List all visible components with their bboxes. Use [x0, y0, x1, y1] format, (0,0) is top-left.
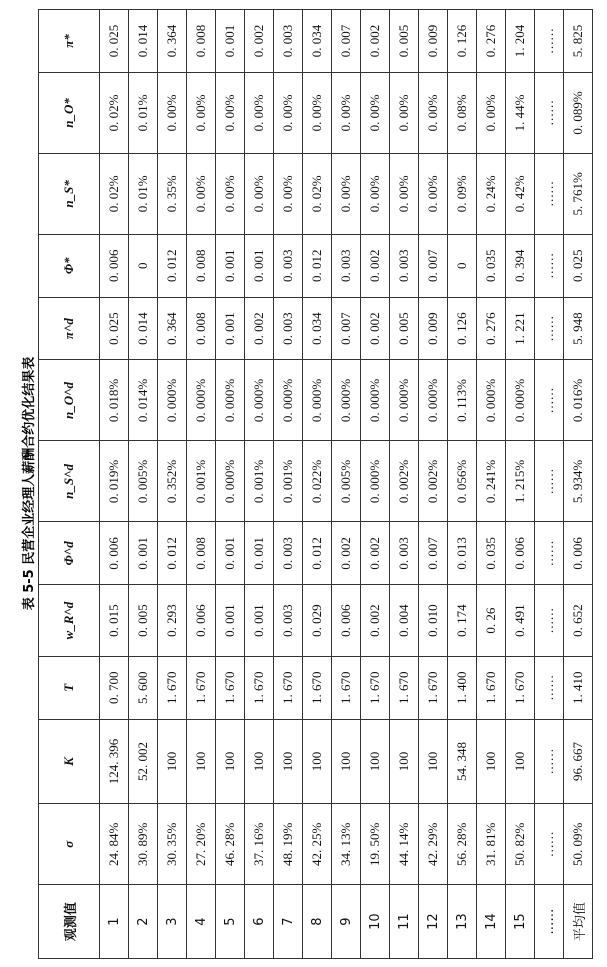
results-table	[38, 9, 593, 959]
table-cell: 0. 025	[564, 234, 593, 297]
table-cell: 0. 002	[245, 10, 274, 73]
row-label-cell: 9	[332, 885, 361, 959]
table-cell: 0. 00%	[361, 72, 390, 153]
table-cell: 0. 034	[303, 297, 332, 360]
table-cell: 50. 82%	[506, 804, 535, 885]
table-cell: 0. 001	[216, 10, 245, 73]
row-label-cell: 平均值	[564, 885, 593, 959]
table-caption: 表 5-5 民营企业经理人薪酬合约优化结果表	[22, 356, 37, 611]
table-cell: 0. 002	[332, 522, 361, 585]
row-label-cell: ……	[535, 885, 564, 959]
table-cell: 0. 014	[129, 10, 158, 73]
table-row	[506, 10, 535, 959]
table-cell: ……	[535, 10, 564, 73]
table-cell: 0. 003	[274, 522, 303, 585]
table-cell: 0. 009	[419, 10, 448, 73]
table-cell: 0. 003	[274, 10, 303, 73]
table-cell: 0. 003	[390, 234, 419, 297]
table-cell: 0. 025	[100, 10, 129, 73]
row-label-cell: 3	[158, 885, 187, 959]
table-cell: 0. 005%	[129, 441, 158, 522]
table-cell: 0. 034	[303, 10, 332, 73]
table-cell: 0. 008	[187, 234, 216, 297]
table-cell: 0. 000%	[158, 360, 187, 441]
table-cell: 0. 014	[129, 297, 158, 360]
table-cell: 0. 004	[390, 585, 419, 657]
table-cell: 0. 000%	[216, 441, 245, 522]
table-cell: 0. 01%	[129, 153, 158, 234]
table-row	[187, 10, 216, 959]
table-cell: 0. 001	[216, 522, 245, 585]
table-cell: ……	[535, 522, 564, 585]
table-row	[535, 10, 564, 959]
table-cell: 0. 364	[158, 297, 187, 360]
table-cell: 0. 00%	[274, 72, 303, 153]
table-cell: 1. 204	[506, 10, 535, 73]
row-label-cell: 14	[477, 885, 506, 959]
table-cell: ……	[535, 153, 564, 234]
table-cell: 0. 02%	[303, 153, 332, 234]
table-cell: 0. 002	[361, 234, 390, 297]
table-cell: 0. 005	[129, 585, 158, 657]
table-row	[390, 10, 419, 959]
table-cell: 0. 00%	[419, 153, 448, 234]
table-cell: 1. 670	[477, 656, 506, 719]
table-cell: 54. 348	[448, 719, 477, 804]
row-label-cell: 11	[390, 885, 419, 959]
row-label-cell: 1	[100, 885, 129, 959]
column-header: Φ*	[39, 234, 100, 297]
table-cell: 0	[448, 234, 477, 297]
table-cell: 0. 00%	[187, 153, 216, 234]
table-cell: 1. 670	[303, 656, 332, 719]
row-label-cell: 5	[216, 885, 245, 959]
table-cell: 0. 000%	[274, 360, 303, 441]
table-cell: 0. 003	[332, 234, 361, 297]
column-header: K	[39, 719, 100, 804]
table-cell: 0. 056%	[448, 441, 477, 522]
table-row	[477, 10, 506, 959]
table-cell: 0. 000%	[216, 360, 245, 441]
table-cell: 0. 26	[477, 585, 506, 657]
table-cell: 100	[477, 719, 506, 804]
table-cell: 19. 50%	[361, 804, 390, 885]
table-cell: 56. 28%	[448, 804, 477, 885]
table-cell: 0. 007	[332, 10, 361, 73]
table-cell: 0. 009	[419, 297, 448, 360]
table-cell: 0. 02%	[100, 72, 129, 153]
table-cell: 1. 670	[361, 656, 390, 719]
table-row	[361, 10, 390, 959]
table-cell: 0. 00%	[332, 153, 361, 234]
table-cell: 0. 006	[564, 522, 593, 585]
table-cell: 0. 003	[274, 585, 303, 657]
table-cell: 0. 000%	[419, 360, 448, 441]
table-cell: 100	[390, 719, 419, 804]
table-cell: 1. 410	[564, 656, 593, 719]
table-cell: 1. 670	[187, 656, 216, 719]
column-header: n_O*	[39, 72, 100, 153]
table-cell: 0. 09%	[448, 153, 477, 234]
table-cell: 0. 00%	[158, 72, 187, 153]
row-label-cell: 15	[506, 885, 535, 959]
table-cell: 0. 003	[274, 297, 303, 360]
table-cell: 0. 00%	[245, 153, 274, 234]
table-cell: 1. 670	[506, 656, 535, 719]
table-cell: 0. 00%	[477, 72, 506, 153]
table-cell: 0. 016%	[564, 360, 593, 441]
table-cell: 5. 761%	[564, 153, 593, 234]
table-cell: 100	[158, 719, 187, 804]
column-header: n_O^d	[39, 360, 100, 441]
table-cell: 0. 005	[390, 10, 419, 73]
table-cell: 0. 01%	[129, 72, 158, 153]
table-cell: 0. 700	[100, 656, 129, 719]
table-row	[245, 10, 274, 959]
table-cell: 0. 276	[477, 10, 506, 73]
table-cell: ……	[535, 804, 564, 885]
table-cell: 1. 221	[506, 297, 535, 360]
table-cell: 0. 002%	[390, 441, 419, 522]
table-cell: 100	[361, 719, 390, 804]
table-cell: 5. 934%	[564, 441, 593, 522]
table-cell: 96. 667	[564, 719, 593, 804]
column-header: w_R^d	[39, 585, 100, 657]
table-cell: 0. 013	[448, 522, 477, 585]
table-cell: 0. 02%	[100, 153, 129, 234]
row-label-cell: 2	[129, 885, 158, 959]
table-cell: 0. 00%	[216, 153, 245, 234]
table-cell: ……	[535, 360, 564, 441]
table-cell: 0. 000%	[361, 441, 390, 522]
table-cell: 0. 000%	[506, 360, 535, 441]
table-cell: 0. 364	[158, 10, 187, 73]
table-cell: 0. 029	[303, 585, 332, 657]
table-cell: 0. 001	[216, 297, 245, 360]
header-row	[39, 10, 100, 959]
table-cell: 0. 174	[448, 585, 477, 657]
table-cell: 0. 276	[477, 297, 506, 360]
row-label-cell: 10	[361, 885, 390, 959]
table-cell: 5. 600	[129, 656, 158, 719]
table-cell: 0. 00%	[332, 72, 361, 153]
table-cell: 0. 001	[216, 585, 245, 657]
table-cell: 24. 84%	[100, 804, 129, 885]
table-cell: 0. 018%	[100, 360, 129, 441]
table-cell: 0. 126	[448, 10, 477, 73]
table-cell: 0. 00%	[216, 72, 245, 153]
table-row	[129, 10, 158, 959]
table-cell: 5. 948	[564, 297, 593, 360]
table-cell: 0. 126	[448, 297, 477, 360]
table-cell: 44. 14%	[390, 804, 419, 885]
table-cell: 30. 89%	[129, 804, 158, 885]
table-cell: 1. 670	[274, 656, 303, 719]
table-cell: 1. 44%	[506, 72, 535, 153]
table-cell: 1. 670	[332, 656, 361, 719]
table-cell: 0. 001%	[274, 441, 303, 522]
table-cell: 0. 006	[100, 522, 129, 585]
table-cell: 0. 008	[187, 10, 216, 73]
table-cell: 0. 000%	[361, 360, 390, 441]
table-cell: 0. 012	[158, 522, 187, 585]
table-cell: 0. 025	[100, 297, 129, 360]
table-row	[303, 10, 332, 959]
table-cell: 124. 396	[100, 719, 129, 804]
table-cell: 1. 670	[390, 656, 419, 719]
table-cell: 0. 002%	[419, 441, 448, 522]
table-cell: ……	[535, 297, 564, 360]
table-cell: 0. 005%	[332, 441, 361, 522]
table-cell: 100	[216, 719, 245, 804]
table-cell: 48. 19%	[274, 804, 303, 885]
row-label-cell: 4	[187, 885, 216, 959]
table-cell: 0. 005	[390, 297, 419, 360]
column-header: 观测值	[39, 885, 100, 959]
table-cell: 0. 022%	[303, 441, 332, 522]
table-cell: 0. 002	[361, 585, 390, 657]
row-label-cell: 13	[448, 885, 477, 959]
table-cell: ……	[535, 72, 564, 153]
table-cell: 100	[187, 719, 216, 804]
table-cell: 0. 000%	[303, 360, 332, 441]
table-cell: 0. 652	[564, 585, 593, 657]
table-cell: 0. 000%	[245, 360, 274, 441]
table-cell: 42. 29%	[419, 804, 448, 885]
table-cell: ……	[535, 585, 564, 657]
row-label-cell: 12	[419, 885, 448, 959]
table-cell: 0. 015	[100, 585, 129, 657]
table-cell: 0. 003	[274, 234, 303, 297]
table-cell: 0. 007	[419, 522, 448, 585]
table-cell: 1. 215%	[506, 441, 535, 522]
table-cell: 100	[303, 719, 332, 804]
table-cell: 0. 007	[419, 234, 448, 297]
table-cell: 100	[506, 719, 535, 804]
table-cell: 0. 001	[245, 234, 274, 297]
table-cell: 0. 001	[245, 522, 274, 585]
table-row	[216, 10, 245, 959]
table-cell: 0. 00%	[245, 72, 274, 153]
table-cell: 0. 00%	[303, 72, 332, 153]
table-cell: 0. 001%	[245, 441, 274, 522]
table-cell: 46. 28%	[216, 804, 245, 885]
table-cell: 42. 25%	[303, 804, 332, 885]
table-cell: 0. 00%	[361, 153, 390, 234]
table-cell: 0. 002	[361, 10, 390, 73]
table-cell: 0. 019%	[100, 441, 129, 522]
table-cell: 0. 007	[332, 297, 361, 360]
table-cell: 1. 670	[158, 656, 187, 719]
table-row	[332, 10, 361, 959]
table-cell: 0. 012	[303, 234, 332, 297]
table-cell: 50. 09%	[564, 804, 593, 885]
table-cell: 0. 00%	[187, 72, 216, 153]
table-cell: 5. 825	[564, 10, 593, 73]
table-cell: 0. 002	[361, 297, 390, 360]
table-cell: 100	[274, 719, 303, 804]
table-cell: 0. 000%	[390, 360, 419, 441]
table-cell: 0. 394	[506, 234, 535, 297]
table-cell: ……	[535, 656, 564, 719]
table-cell: 27. 20%	[187, 804, 216, 885]
table-cell: 1. 400	[448, 656, 477, 719]
column-header: n_S*	[39, 153, 100, 234]
table-cell: 0. 000%	[477, 360, 506, 441]
table-cell: 0. 491	[506, 585, 535, 657]
table-cell: 37. 16%	[245, 804, 274, 885]
table-cell: 0	[129, 234, 158, 297]
table-cell: 0. 001%	[187, 441, 216, 522]
table-cell: 34. 13%	[332, 804, 361, 885]
table-cell: 0. 001	[129, 522, 158, 585]
table-cell: 100	[419, 719, 448, 804]
table-cell: 0. 002	[361, 522, 390, 585]
column-header: σ	[39, 804, 100, 885]
table-cell: 0. 014%	[129, 360, 158, 441]
row-label-cell: 6	[245, 885, 274, 959]
table-cell: 0. 035	[477, 234, 506, 297]
table-cell: 1. 670	[419, 656, 448, 719]
table-cell: 1. 670	[245, 656, 274, 719]
table-cell: 0. 42%	[506, 153, 535, 234]
table-row	[158, 10, 187, 959]
table-cell: 0. 001	[245, 585, 274, 657]
table-cell: 100	[245, 719, 274, 804]
table-cell: ……	[535, 719, 564, 804]
table-cell: 1. 670	[216, 656, 245, 719]
table-cell: 52. 002	[129, 719, 158, 804]
column-header: T	[39, 656, 100, 719]
table-cell: 0. 00%	[390, 153, 419, 234]
table-cell: 0. 003	[390, 522, 419, 585]
table-cell: 0. 000%	[332, 360, 361, 441]
table-cell: 0. 293	[158, 585, 187, 657]
table-cell: 0. 001	[216, 234, 245, 297]
table-cell: 0. 00%	[274, 153, 303, 234]
table-cell: 0. 006	[332, 585, 361, 657]
column-header: π*	[39, 10, 100, 73]
column-header: Φ^d	[39, 522, 100, 585]
table-cell: ……	[535, 441, 564, 522]
table-cell: 0. 006	[187, 585, 216, 657]
table-cell: 0. 000%	[187, 360, 216, 441]
table-cell: 0. 24%	[477, 153, 506, 234]
table-cell: 0. 008	[187, 522, 216, 585]
table-cell: 0. 352%	[158, 441, 187, 522]
column-header: n_S^d	[39, 441, 100, 522]
table-cell: 0. 241%	[477, 441, 506, 522]
table-cell: 0. 00%	[419, 72, 448, 153]
table-row	[564, 10, 593, 959]
table-cell: 0. 113%	[448, 360, 477, 441]
table-row	[419, 10, 448, 959]
table-row	[100, 10, 129, 959]
table-row	[448, 10, 477, 959]
table-row	[274, 10, 303, 959]
table-cell: 0. 006	[100, 234, 129, 297]
table-cell: 0. 012	[158, 234, 187, 297]
table-cell: 0. 00%	[390, 72, 419, 153]
table-cell: 30. 35%	[158, 804, 187, 885]
column-header: π^d	[39, 297, 100, 360]
row-label-cell: 7	[274, 885, 303, 959]
table-cell: ……	[535, 234, 564, 297]
table-cell: 0. 010	[419, 585, 448, 657]
table-cell: 0. 089%	[564, 72, 593, 153]
table-cell: 0. 006	[506, 522, 535, 585]
table-cell: 0. 035	[477, 522, 506, 585]
table-cell: 0. 08%	[448, 72, 477, 153]
table-cell: 0. 35%	[158, 153, 187, 234]
table-cell: 0. 002	[245, 297, 274, 360]
row-label-cell: 8	[303, 885, 332, 959]
table-cell: 31. 81%	[477, 804, 506, 885]
table-cell: 0. 012	[303, 522, 332, 585]
table-cell: 0. 008	[187, 297, 216, 360]
table-cell: 100	[332, 719, 361, 804]
